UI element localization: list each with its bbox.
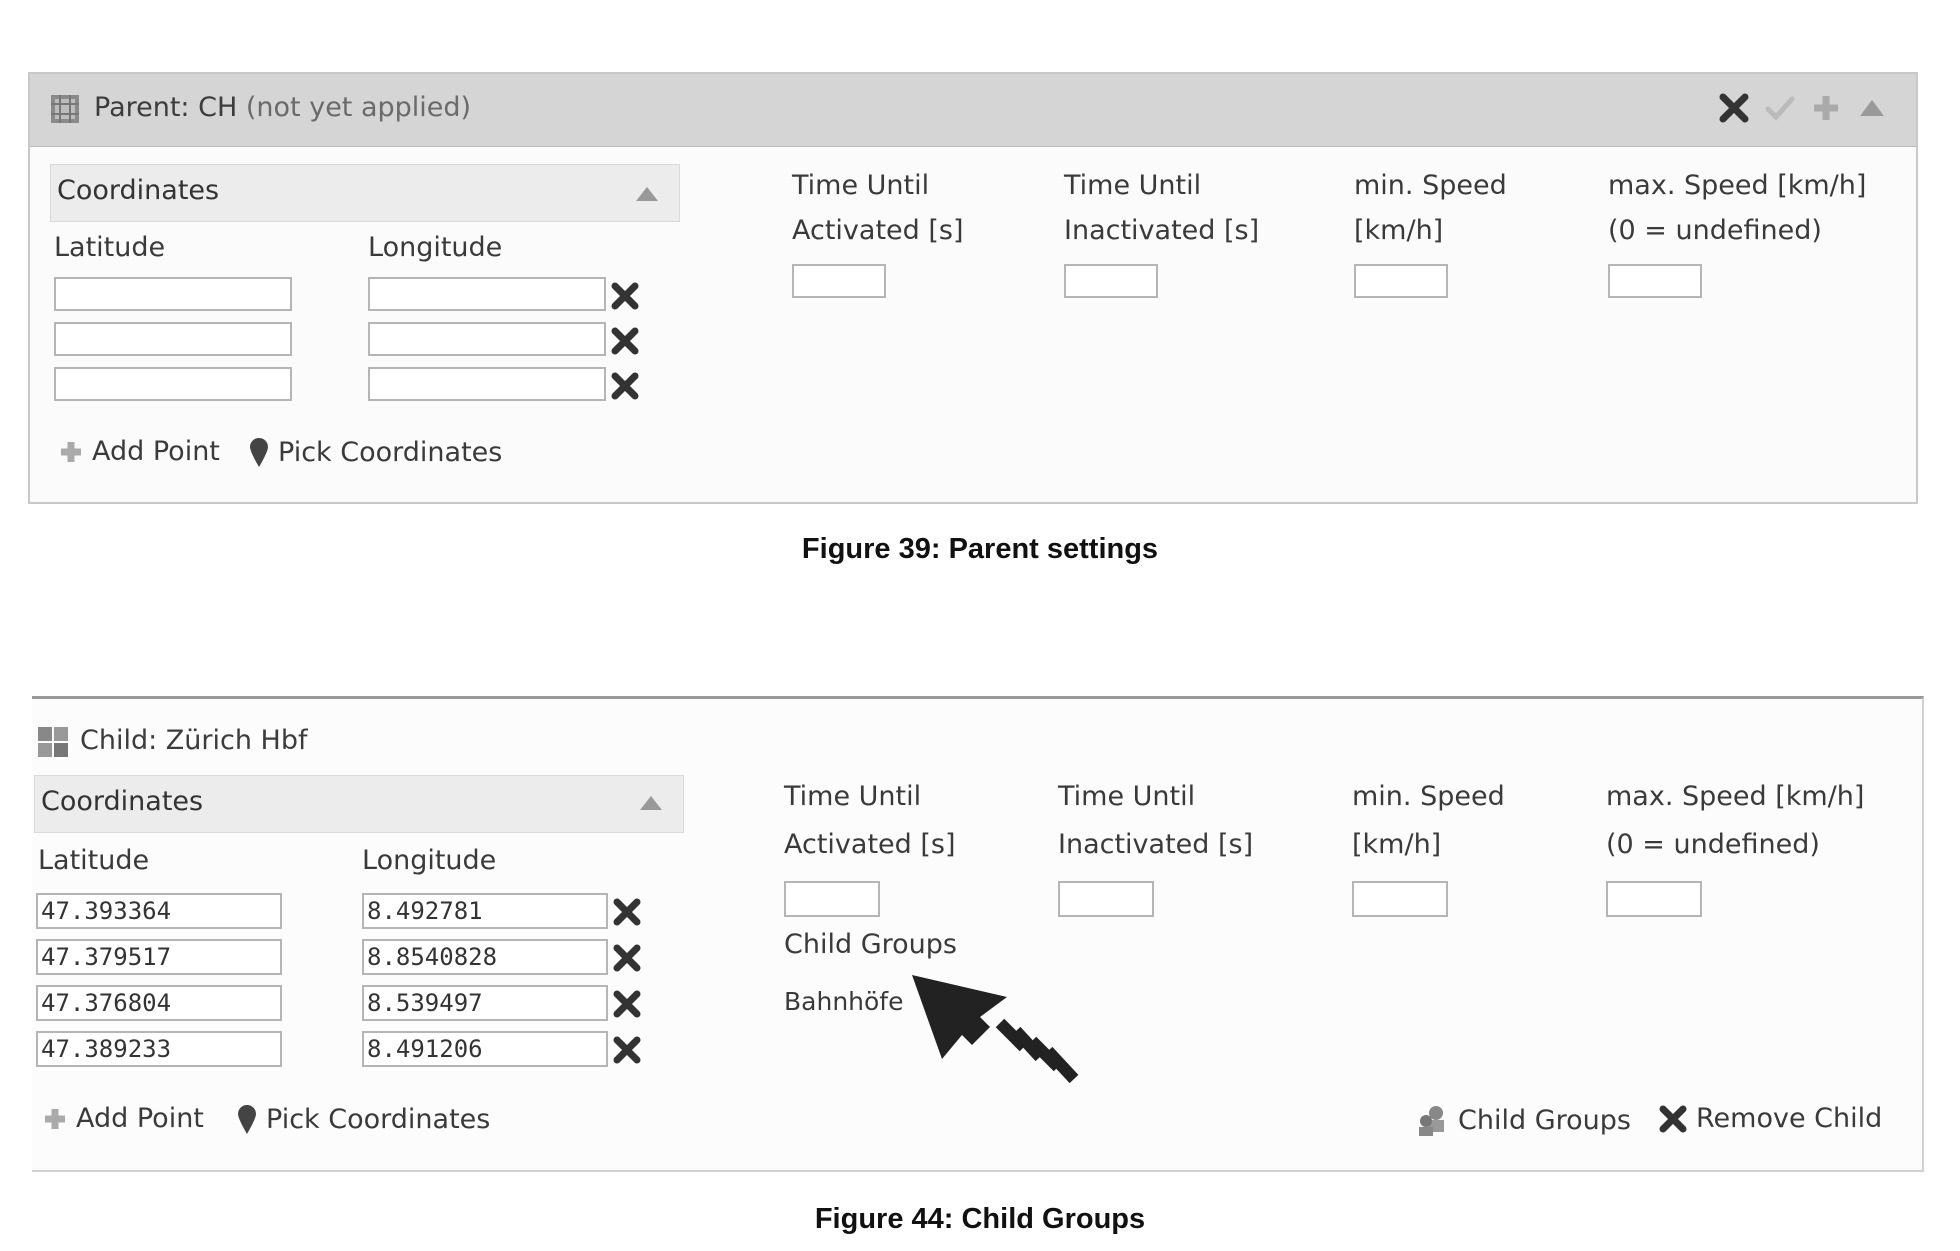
figure-caption-39: Figure 39: Parent settings: [801, 533, 1159, 565]
close-icon: [1658, 1104, 1688, 1134]
group-icon: [36, 725, 70, 759]
figure-caption-44: Figure 44: Child Groups: [814, 1203, 1146, 1235]
parent-latitude-label: Latitude: [54, 232, 166, 263]
parent-title-status: (not yet applied): [245, 92, 472, 123]
pin-icon: [248, 436, 270, 468]
child-coordinates-header[interactable]: [34, 775, 684, 833]
child-add-point-button[interactable]: [42, 1103, 204, 1134]
parent-title: [94, 92, 471, 123]
check-icon[interactable]: [1764, 92, 1796, 124]
remove-point-icon[interactable]: [612, 943, 642, 973]
parent-time-activated-label-2: Activated [s]: [792, 215, 964, 246]
parent-header-actions: [1718, 92, 1888, 124]
child-time-inactivated-label-1: Time Until: [1058, 781, 1196, 812]
child-time-activated-input[interactable]: [784, 881, 880, 917]
collapse-icon[interactable]: [633, 179, 661, 207]
parent-coordinates-header[interactable]: [50, 164, 680, 222]
collapse-icon[interactable]: [637, 788, 665, 816]
parent-min-speed-label-1: min. Speed: [1354, 170, 1507, 201]
child-lon-input-3[interactable]: [362, 985, 608, 1021]
child-lon-input-2[interactable]: [362, 939, 608, 975]
parent-header: [30, 74, 1916, 147]
child-max-speed-label-2: (0 = undefined): [1606, 829, 1820, 860]
plus-icon[interactable]: [1810, 92, 1842, 124]
parent-max-speed-label-1: max. Speed [km/h]: [1608, 170, 1867, 201]
parent-lon-input-2[interactable]: [368, 322, 606, 356]
child-groups-button[interactable]: [1416, 1103, 1631, 1137]
child-lat-input-1[interactable]: [36, 893, 282, 929]
remove-point-icon[interactable]: [610, 281, 640, 311]
remove-child-label: Remove Child: [1696, 1103, 1883, 1134]
parent-lat-input-1[interactable]: [54, 277, 292, 311]
remove-point-icon[interactable]: [612, 1035, 642, 1065]
parent-lon-input-1[interactable]: [368, 277, 606, 311]
grid-icon: [50, 94, 80, 124]
child-max-speed-input[interactable]: [1606, 881, 1702, 917]
child-lat-input-4[interactable]: [36, 1031, 282, 1067]
parent-panel: [28, 72, 1918, 504]
parent-time-inactivated-label-2: Inactivated [s]: [1064, 215, 1260, 246]
remove-child-button[interactable]: [1658, 1103, 1882, 1134]
close-icon[interactable]: [1718, 92, 1750, 124]
remove-point-icon[interactable]: [612, 989, 642, 1019]
parent-min-speed-input[interactable]: [1354, 264, 1448, 298]
child-pick-coordinates-button[interactable]: [236, 1103, 490, 1135]
parent-title-name: Parent: CH: [94, 92, 238, 123]
remove-point-icon[interactable]: [612, 897, 642, 927]
child-max-speed-label-1: max. Speed [km/h]: [1606, 781, 1865, 812]
parent-add-point-label: Add Point: [92, 436, 220, 467]
child-latitude-label: Latitude: [38, 845, 150, 876]
child-min-speed-input[interactable]: [1352, 881, 1448, 917]
child-groups-heading: Child Groups: [784, 929, 957, 960]
child-add-point-label: Add Point: [76, 1103, 204, 1134]
child-time-inactivated-label-2: Inactivated [s]: [1058, 829, 1254, 860]
child-min-speed-label-1: min. Speed: [1352, 781, 1505, 812]
child-lon-input-1[interactable]: [362, 893, 608, 929]
parent-add-point-button[interactable]: [58, 436, 220, 467]
parent-time-inactivated-label-1: Time Until: [1064, 170, 1202, 201]
child-title: Child: Zürich Hbf: [80, 725, 308, 756]
child-coordinates-title: Coordinates: [41, 786, 204, 817]
child-time-inactivated-input[interactable]: [1058, 881, 1154, 917]
group-icon: [1416, 1103, 1450, 1137]
child-group-item[interactable]: Bahnhöfe: [784, 987, 904, 1016]
remove-point-icon[interactable]: [610, 326, 640, 356]
parent-longitude-label: Longitude: [368, 232, 503, 263]
parent-time-inactivated-input[interactable]: [1064, 264, 1158, 298]
parent-min-speed-label-2: [km/h]: [1354, 215, 1444, 246]
parent-pick-coordinates-label: Pick Coordinates: [278, 436, 503, 468]
child-pick-coordinates-label: Pick Coordinates: [266, 1103, 491, 1135]
child-lat-input-3[interactable]: [36, 985, 282, 1021]
child-time-activated-label-2: Activated [s]: [784, 829, 956, 860]
parent-time-activated-label-1: Time Until: [792, 170, 930, 201]
child-min-speed-label-2: [km/h]: [1352, 829, 1442, 860]
collapse-icon[interactable]: [1856, 92, 1888, 124]
child-groups-button-label: Child Groups: [1458, 1104, 1631, 1136]
pin-icon: [236, 1103, 258, 1135]
parent-max-speed-label-2: (0 = undefined): [1608, 215, 1822, 246]
parent-max-speed-input[interactable]: [1608, 264, 1702, 298]
child-time-activated-label-1: Time Until: [784, 781, 922, 812]
parent-time-activated-input[interactable]: [792, 264, 886, 298]
parent-pick-coordinates-button[interactable]: [248, 436, 502, 468]
child-lon-input-4[interactable]: [362, 1031, 608, 1067]
parent-lat-input-2[interactable]: [54, 322, 292, 356]
plus-icon: [42, 1106, 68, 1132]
parent-lat-input-3[interactable]: [54, 367, 292, 401]
child-longitude-label: Longitude: [362, 845, 497, 876]
child-lat-input-2[interactable]: [36, 939, 282, 975]
parent-coordinates-title: Coordinates: [57, 175, 220, 206]
remove-point-icon[interactable]: [610, 371, 640, 401]
arrow-icon: [912, 975, 1092, 1105]
child-panel: [32, 696, 1924, 1172]
parent-lon-input-3[interactable]: [368, 367, 606, 401]
plus-icon: [58, 439, 84, 465]
